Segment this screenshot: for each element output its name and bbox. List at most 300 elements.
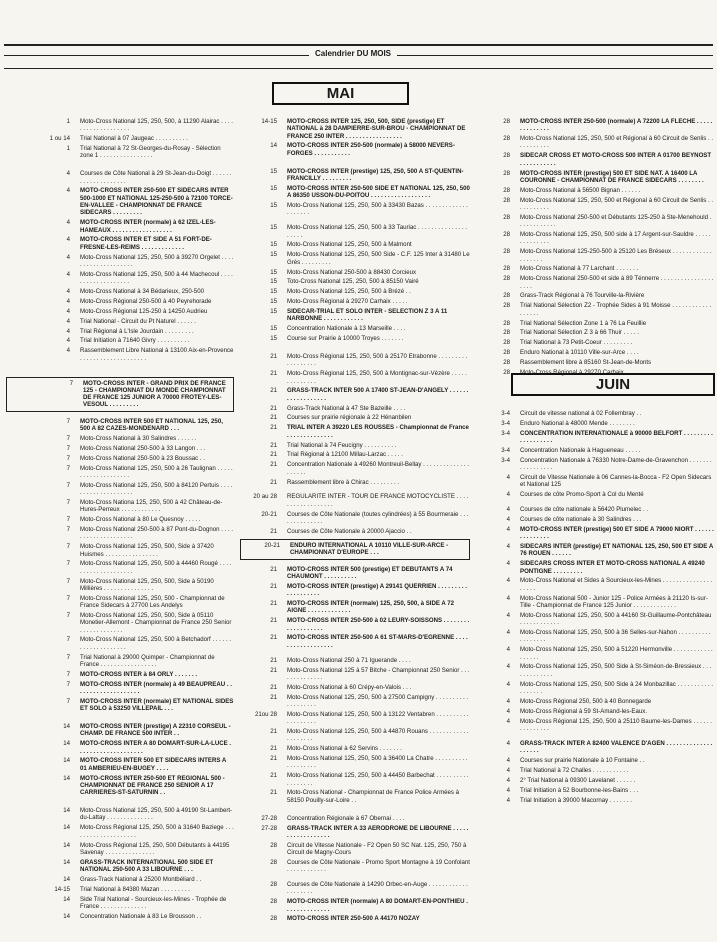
calendar-entry	[240, 387, 470, 402]
entry-date: 28	[270, 898, 277, 906]
entry-text: Trial National à 84380 Mazan . . . . . . . . .	[80, 885, 190, 893]
entry-date: 28	[503, 135, 510, 143]
entry-date: 21	[270, 617, 277, 625]
entry-text: Concentration Nationale à Hagueneau . . . . .	[520, 446, 641, 454]
calendar-entry	[6, 526, 234, 541]
calendar-entry	[240, 789, 470, 804]
entry-text: MOTO-CROSS INTER 500 ET SIDECARS INTERS A 01 AMBERIEU-EN-BUGEY . . . .	[80, 757, 227, 772]
calendar-entry	[240, 325, 470, 332]
calendar-entry	[240, 414, 470, 421]
entry-text: Moto-Cross National 125 à 57 Bitche - Championnat 250 Senior . . . . . . . . . . . . . .	[287, 666, 470, 681]
entry-date: 15	[270, 288, 277, 296]
entry-date: 28	[503, 359, 510, 367]
entry-date: 4	[506, 739, 510, 747]
calendar-entry	[6, 187, 234, 216]
entry-text: Circuit de Vitesse Nationale à 06 Cannes-la-Bocca - F2 Open Sidecars et National 125	[520, 474, 712, 489]
entry-date: 15	[270, 298, 277, 306]
entry-date: 15	[270, 278, 277, 286]
calendar-entry	[240, 657, 470, 664]
entry-text: MOTO-CROSS INTER 250-500 A 61 ST-MARS-D'EGRENNE . . . . . . . . . . . . . . . . . .	[287, 634, 468, 649]
entry-text: Moto-Cross National 125-250-500 à 25120 Les Bréseux . . . . . . . . . . . . . . . . . . .	[520, 248, 712, 263]
entry-text: MOTO-CROSS INTER 125, 250, 500, SIDE (prestige) ET NATIONAL à 28 DAMPIERRE-SUR-BROU - CHAMPIONNAT DE FRANCE 250 INTER . . . . . . . . . . . . . . . . .	[287, 118, 466, 140]
entry-text: Trial National à 72 Challes . . . . . . . . . . .	[520, 766, 629, 774]
entry-text: Moto-Cross National 250-500 à 87 Pont-du-Dognon . . . . . . . . . . . . . . . . . . . .	[80, 526, 234, 541]
calendar-entry	[476, 231, 714, 246]
entry-text: Moto-Cross National 250-500 à 88430 Corcieux	[287, 268, 417, 276]
calendar-entry	[6, 757, 234, 772]
entry-text: SIDECARS CROSS INTER ET MOTO-CROSS NATIONAL A 49240 PONTIGNE . . . . . . . . .	[520, 560, 705, 575]
entry-date: 28	[503, 329, 510, 337]
calendar-entry	[240, 461, 470, 476]
entry-date: 21	[270, 600, 277, 608]
entry-date: 15	[270, 184, 277, 192]
entry-text: Trial National - Circuit du Pt Naturel . . . . . .	[80, 317, 196, 325]
entry-date: 21	[270, 461, 277, 469]
calendar-entry	[476, 612, 714, 627]
entry-date: 14	[63, 774, 70, 782]
entry-text: Circuit de vitesse national à 02 Follembray . .	[520, 410, 642, 417]
entry-date: 4	[506, 796, 510, 804]
entry-date: 7	[66, 417, 70, 425]
entry-text: Trial Initiation à 52 Bourbonne-les-Bains . . .	[520, 786, 639, 794]
entry-date: 27-28	[261, 824, 277, 832]
entry-text: Moto-Cross National 125, 250, 500 à 84120 Pertuis . . . . . . . . . . . . . . . . . . . .	[80, 481, 233, 497]
entry-date: 28	[503, 186, 510, 194]
calendar-entry	[6, 654, 234, 669]
calendar-entry	[240, 842, 470, 857]
entry-text: Moto-Cross National et Sides à Sourcieux-les-Mines . . . . . . . . . . . . . . . . . . . .	[520, 577, 713, 592]
entry-spacer	[240, 345, 470, 353]
entry-date: 3-4	[501, 446, 510, 454]
entry-date: 4	[506, 474, 510, 482]
calendar-entry	[240, 308, 470, 323]
entry-text: MOTO-CROSS INTER 250-500 A 44170 NOZAY	[287, 915, 420, 923]
entry-date: 4	[506, 707, 510, 715]
entry-date: 20 au 28	[253, 493, 277, 501]
calendar-entry	[6, 516, 234, 523]
entry-date: 28	[503, 169, 510, 177]
entry-text: SIDECARS INTER (prestige) ET NATIONAL 125, 250, 500 ET SIDE A 76 ROUEN . . . . . .	[520, 543, 714, 558]
entry-date: 21ou 28	[254, 710, 277, 718]
calendar-entry	[240, 118, 470, 140]
entry-date: 28	[503, 231, 510, 239]
entry-text: Moto-Cross National 125, 250, 500 Side à St-Siméon-de-Bressieux . . . . . . . . . . . . .	[520, 663, 712, 678]
entry-date: 4	[506, 516, 510, 524]
calendar-entry	[240, 667, 470, 682]
calendar-entry	[240, 634, 470, 649]
calendar-entry	[6, 145, 234, 160]
entry-text: Concentration Nationale à 83 Le Brousson . .	[80, 912, 202, 920]
entry-date: 7	[69, 379, 73, 387]
entry-date: 4	[506, 663, 510, 671]
entry-date: 28	[503, 319, 510, 327]
entry-text: SIDECAR-TRIAL ET SOLO INTER - SELECTION Z 3 A 11 NARBONNE . . . . . . . . . . . .	[287, 308, 448, 323]
calendar-entry	[476, 708, 714, 715]
month-heading-mai: MAI	[272, 82, 409, 105]
calendar-entry	[240, 405, 470, 412]
entry-date: 15	[270, 241, 277, 249]
calendar-entry	[6, 896, 234, 911]
entry-date: 15	[270, 251, 277, 259]
calendar-entry	[6, 807, 234, 822]
calendar-entry	[240, 224, 470, 239]
entry-text: MOTO-CROSS INTER (normale) A 80 DOMART-EN-PONTHIEU . . . . . . . . . . . . . .	[287, 898, 468, 913]
entry-text: Moto-Cross National 125, 250, 500 et Régional à 60 Circuit de Senlis . . . . . . . . . . .	[520, 135, 714, 150]
entry-text: MOTO-CROSS INTER 250-500 (normale) A 72200 LA FLECHE . . . . . . . . . . . . . .	[520, 118, 713, 133]
entry-text: Grass-Track National à 25200 Montbéliard . .	[80, 875, 202, 883]
calendar-entry	[240, 825, 470, 840]
calendar-entry	[476, 339, 714, 346]
calendar-entry	[476, 560, 714, 575]
entry-date: 14	[63, 912, 70, 920]
calendar-entry	[476, 767, 714, 774]
entry-date: 28	[503, 152, 510, 160]
entry-text: Moto-Cross Régional à 59 St-Amand-les-Eaux.	[520, 707, 648, 715]
entry-date: 21	[270, 565, 277, 573]
entry-spacer	[6, 715, 234, 723]
calendar-entry	[6, 612, 234, 634]
entry-date: 4	[66, 337, 70, 345]
calendar-entry	[240, 479, 470, 486]
entry-text: MOTO-CROSS INTER 500 ET NATIONAL 125, 250, 500 A 82 CAZES-MONDENARD . . .	[80, 417, 223, 432]
entry-date: 3-4	[501, 429, 510, 437]
entry-text: Concentration Régionale à 67 Obernai . . . .	[287, 814, 405, 822]
entry-text: Grass-Track National à 47 Ste Bazeille . . . .	[287, 404, 406, 412]
entry-date: 7	[66, 454, 70, 462]
entry-date: 7	[66, 516, 70, 524]
calendar-entry	[240, 711, 470, 726]
entry-text: Moto-Cross National 125, 250, 500 à 51220 Hermonville . . . . . . . . . . . . . . . . . .	[520, 646, 713, 661]
calendar-entry	[476, 152, 714, 167]
calendar-entry	[476, 681, 714, 696]
calendar-entry	[240, 617, 470, 632]
calendar-entry	[476, 329, 714, 336]
entry-date: 28	[270, 858, 277, 866]
entry-spacer	[240, 160, 470, 168]
entry-text: REGULARITE INTER - TOUR DE FRANCE MOTOCYCLISTE . . . . . . . . . . . . . . . . . .	[287, 493, 469, 508]
calendar-entry	[240, 566, 470, 581]
entry-text: Moto-Cross Régional 125, 250, 500 à Montignac-sur-Vézère . . . . . . . . . . . . . .	[287, 370, 467, 385]
calendar-entry	[476, 359, 714, 366]
entry-text: Circuit de Vitesse Nationale - F2 Open 50 SC Nat. 125, 250, 750 à Circuit de Magny-Cours	[287, 841, 467, 856]
calendar-entry	[6, 318, 234, 325]
entry-text: Moto-Cross National 125, 250, 500 à 13122 Ventabren . . . . . . . . . . . . . . . . . . .	[287, 710, 469, 726]
entry-text: Trial Régional à 12100 Millau-Larzac . . . . .	[287, 451, 403, 459]
entry-date: 4	[506, 717, 510, 725]
entry-text: Moto-Cross National 250-500 à 23 Boussac . .	[80, 454, 205, 462]
entry-date: 20-21	[264, 542, 280, 550]
entry-text: Trial Régional à L'Isle Jourdain . . . . . . . . .	[80, 327, 194, 335]
calendar-entry	[6, 445, 234, 452]
entry-date: 4	[506, 697, 510, 705]
entry-date: 14	[270, 142, 277, 150]
entry-text: Trial National Sélection Z2 - Trophée Sides à 91 Moisse . . . . . . . . . . . . . . . . . .	[520, 302, 712, 317]
entry-date: 7	[66, 543, 70, 551]
entry-text: Moto-Cross National 125, 250, 500 à 44460 Rougé . . . . . . . . . . . . . . . . . . . .	[80, 560, 232, 575]
entry-date: 4	[506, 543, 510, 551]
entry-date: 4	[506, 491, 510, 499]
calendar-entry	[6, 254, 234, 269]
entry-date: 21	[270, 683, 277, 691]
entry-text: Courses de côte nationale à 30 Salindres . . .	[520, 516, 642, 524]
entry-text: MOTO-CROSS INTER 250-500 à 02 LEURY-SOISSONS . . . . . . . . . . . . . . . . . . .	[287, 617, 470, 632]
calendar-entry	[476, 516, 714, 523]
entry-text: Moto-Cross National 250-500 et Débutants 125-250 à Ste-Menehould . . . . . . . . . . . .	[520, 213, 712, 229]
entry-date: 15	[270, 335, 277, 343]
entry-text: Enduro National à 10110 Ville-sur-Arce . . . .	[520, 349, 639, 357]
entry-text: Moto-Cross National 125, 250, 500 - Championnat de France Sidecars à 27700 Les Andelys	[80, 594, 225, 610]
entry-date: 21	[270, 424, 277, 432]
entry-text: Courses de côte nationale à 56420 Plumelec . .	[520, 506, 649, 514]
entry-text: ENDURO INTERNATIONAL A 10110 VILLE-SUR-ARCE - CHAMPIONNAT D'EUROPE . . .	[290, 542, 449, 557]
calendar-entry	[476, 320, 714, 327]
entry-date: 7	[66, 653, 70, 661]
entry-date: 4	[66, 297, 70, 305]
entry-text: Moto-Cross Régional 125, 250, 500 à 31640 Baziege . . . . . . . . . . . . . . . . . . . .	[80, 824, 234, 839]
entry-text: Courses de Côte Nationale à 20000 Ajaccio . .	[287, 527, 412, 535]
calendar-entry	[240, 353, 470, 368]
calendar-entry	[240, 815, 470, 822]
entry-text: MOTO-CROSS INTER (prestige) 500 ET SIDE NAT. A 16400 LA COURONNE - CHAMPIONNAT DE FRANCE SIDECARS . . . . . . . .	[520, 169, 704, 184]
entry-text: SIDECAR CROSS ET MOTO-CROSS 500 INTER A 01700 BEYNOST . . . . . . . . . . .	[520, 152, 712, 167]
entry-text: Courses de Côte National à 29 St-Jean-du-Doigt . . . . . . . . . . . . . . . . . . . .	[80, 170, 232, 185]
calendar-entry	[6, 723, 234, 738]
calendar-entry	[476, 265, 714, 272]
entry-date: 4	[66, 317, 70, 325]
entry-date: 14	[63, 824, 70, 832]
calendar-entry	[6, 219, 234, 234]
entry-text: Moto-Cross National à 80 Le Quesnoy . . . . .	[80, 516, 201, 524]
entry-date: 21	[270, 582, 277, 590]
calendar-entry	[6, 347, 234, 362]
entry-text: MOTO-CROSS INTER ET SIDE A 51 FORT-DE-FRESNE-LES-REIMS . . . . . . . . . . . . .	[80, 236, 212, 251]
calendar-entry	[240, 298, 470, 305]
entry-text: Moto-Cross Régional 125, 250, 500 Débutants à 44195 Savenay . . . . . . . . . . . . . . .	[80, 841, 230, 856]
entry-text: Courses de côte Promo-Sport à Col du Menté	[520, 491, 644, 499]
calendar-entry	[6, 435, 234, 442]
header-bar	[4, 44, 713, 69]
entry-date: 3-4	[501, 410, 510, 417]
entry-text: Moto-Cross National à 30 Salindres . . . . . .	[80, 434, 197, 442]
calendar-entry	[6, 288, 234, 295]
entry-date: 7	[66, 594, 70, 602]
entry-text: Moto-Cross National 125, 250, 500 à 36400 La Chatre . . . . . . . . . . . . . . . . . . .	[287, 755, 468, 770]
entry-date: 7	[66, 560, 70, 568]
entry-text: Moto-Cross Régional 250-500 à 40 Peyrehorade	[80, 297, 212, 305]
entry-text: MOTO-CROSS INTER A 80 DOMART-SUR-LA-LUCE . . . . . . . . . . . . . . . . . . . .	[80, 740, 232, 755]
calendar-entry	[240, 278, 470, 285]
entry-date: 14	[63, 723, 70, 731]
entry-text: Moto-Cross Régional 125, 250, 500 à 25110 Baume-les-Dames . . . . . . . . . . . . . . .	[520, 717, 712, 732]
entry-date: 28	[270, 915, 277, 923]
entry-date: 15	[270, 167, 277, 175]
calendar-entry	[6, 560, 234, 575]
calendar-entry	[6, 681, 234, 696]
calendar-entry	[6, 236, 234, 251]
entry-text: Trial National à 74 Feucigny . . . . . . . . . .	[287, 441, 397, 449]
calendar-entry	[6, 455, 234, 462]
calendar-entry	[476, 777, 714, 784]
calendar-entry	[6, 859, 234, 874]
calendar-entry	[240, 511, 470, 526]
entry-date: 14	[63, 740, 70, 748]
entry-date: 28	[503, 369, 510, 376]
entry-text: MOTO-CROSS INTER - GRAND PRIX DE FRANCE 125 - CHAMPIONNAT DU MONDE CHAMPIONNAT DE FRANCE 125 JUNIOR A 70000 FROTEY-LES-VESOUL . . . . . . . . .	[83, 379, 226, 409]
calendar-entry	[6, 824, 234, 839]
calendar-entry	[240, 583, 470, 598]
entry-date: 4	[506, 577, 510, 585]
calendar-entry	[240, 684, 470, 691]
month-heading-juin: JUIN	[511, 373, 715, 396]
entry-date: 4	[506, 594, 510, 602]
entry-text: Moto-Cross National 250-500 à 33 Langon . . .	[80, 444, 206, 452]
entry-text: Moto-Cross National à 60 Crépy-en-Valois . . .	[287, 683, 412, 691]
calendar-entry	[6, 337, 234, 344]
entry-text: Moto-Cross National 125, 250, 500, Side à 37420 Huismes . . . . . . . . . . . . . . . .	[80, 543, 214, 558]
calendar-entry	[240, 539, 470, 560]
entry-text: Moto-Cross National à 34 Bédarieux, 250-500	[80, 287, 204, 295]
entry-text: TRIAL INTER A 39220 LES ROUSSES - Championnat de France . . . . . . . . . . . . . .	[287, 424, 469, 439]
entry-text: Moto-Cross National 125, 250, 500 à 44 Machecoul . . . . . . . . . . . . . . . . . . .	[80, 270, 233, 286]
entry-date: 14	[63, 757, 70, 765]
entry-text: Moto-Cross National 125, 250, 500 à Malmont	[287, 241, 412, 249]
entry-date: 7	[66, 481, 70, 489]
entry-date: 15	[270, 224, 277, 232]
calendar-entry	[6, 465, 234, 480]
calendar-entry	[240, 745, 470, 752]
entry-text: GRASS-TRACK INTER A 82400 VALENCE D'AGEN . . . . . . . . . . . . . . . . . . . .	[520, 739, 713, 755]
entry-date: 7	[66, 670, 70, 678]
entry-date: 21	[270, 755, 277, 763]
entry-text: MOTO-CROSS INTER 500 (prestige) ET DEBUTANTS A 74 CHAUMONT . . . . . . . . . .	[287, 565, 453, 580]
entry-date: 21	[270, 656, 277, 664]
entry-date: 7	[66, 697, 70, 705]
entry-text: GRASS-TRACK INTER A 33 AERODROME DE LIBOURNE . . . . . . . . . . . . . . . . . .	[287, 824, 469, 839]
entry-text: Moto-Cross National 250-500 et side à 89 Ténnerre . . . . . . . . . . . . . . . . . . . .	[520, 275, 714, 290]
entry-date: 28	[270, 881, 277, 889]
entry-date: 15	[270, 268, 277, 276]
entry-text: Trial National à 29000 Quimper - Championnat de France . . . . . . . . . . . . . . . . .	[80, 653, 215, 668]
entry-text: Moto-Cross Régional 125, 250, 500 à 25170 Etrabonne . . . . . . . . . . . . . . . . . .	[287, 353, 468, 368]
entry-date: 14	[63, 875, 70, 883]
calendar-entry	[6, 418, 234, 433]
calendar-entry	[476, 187, 714, 194]
entry-date: 21	[270, 414, 277, 422]
entry-date: 1	[66, 145, 70, 153]
calendar-entry	[240, 859, 470, 874]
calendar-entry	[240, 269, 470, 276]
entry-date: 14	[63, 807, 70, 815]
calendar-entry	[6, 482, 234, 497]
entry-text: 2° Trial National à 09300 Lavelanet . . . . . .	[520, 776, 636, 784]
calendar-entry	[240, 755, 470, 770]
calendar-entry	[240, 451, 470, 458]
entry-date: 21	[270, 353, 277, 361]
entry-date: 4	[506, 786, 510, 794]
entry-date: 7	[66, 577, 70, 585]
calendar-entry	[6, 170, 234, 185]
entry-date: 21	[270, 387, 277, 395]
calendar-entry	[6, 118, 234, 133]
entry-text: Moto-Cross Nationa 125, 250, 500 à 42 Château-de-Hures-Perreux . . . . . . . . . . . .	[80, 498, 223, 514]
entry-date: 14	[63, 841, 70, 849]
entry-date: 14-15	[54, 885, 70, 893]
calendar-entry	[476, 135, 714, 150]
calendar-entry	[240, 424, 470, 439]
calendar-entry	[240, 202, 470, 217]
entry-text: MOTO-CROSS INTER (prestige) 125, 250, 500 A ST-QUENTIN-FRANCILLY . . . . . . . . .	[287, 167, 464, 182]
entry-date: 3-4	[501, 419, 510, 427]
calendar-entry	[240, 881, 470, 896]
entry-text: Moto-Cross National 125, 250, 500 à 39270 Orgelet . . . . . . . . . . . . . . . . . . . .	[80, 253, 234, 268]
calendar-entry	[476, 170, 714, 185]
entry-text: Moto-Cross National 125, 250, 500, Side à 05110 Monetier-Allemont - Championnat de France 250 Senior . . . . . . . . . . . . .	[80, 611, 232, 634]
calendar-entry	[240, 915, 470, 922]
calendar-entry	[240, 241, 470, 248]
calendar-entry	[476, 740, 714, 755]
entry-date: 28	[503, 302, 510, 310]
calendar-entry	[476, 275, 714, 290]
entry-text: Rassemblement libre à 85160 St-Jean-de-Monts	[520, 359, 652, 367]
entry-text: CONCENTRATION INTERNATIONALE à 90000 BELFORT . . . . . . . . . . . . . . . . . . .	[520, 429, 713, 445]
calendar-entry	[240, 694, 470, 709]
entry-text: Trial National Sélection Zone 1 à 76 La Feuillie	[520, 319, 647, 327]
entry-text: Grass-Track Régional à 76 Tourville-la-Rivière	[520, 292, 645, 300]
entry-spacer	[6, 799, 234, 807]
entry-date: 28	[503, 213, 510, 221]
entry-text: Moto-Cross National 125, 250, 500 à 26 Taulignan . . . . . . . . . . . . . . . . . . . .	[80, 464, 233, 479]
calendar-entry	[476, 663, 714, 678]
calendar-entry	[240, 335, 470, 342]
entry-text: Moto-Cross National 125, 250, 500 Side à 24 Monbazillac . . . . . . . . . . . . . . . . . .	[520, 680, 714, 695]
calendar-entry	[476, 410, 714, 417]
calendar-entry	[476, 646, 714, 661]
entry-text: Moto-Cross Régional à 29270 Carhaix . . . . .	[287, 298, 408, 306]
calendar-entry	[476, 757, 714, 764]
calendar-entry	[476, 457, 714, 472]
entry-date: 4	[66, 270, 70, 278]
calendar-entry	[476, 543, 714, 558]
calendar-entry	[6, 135, 234, 142]
entry-text: Courses de Côte Nationale (toutes cylindrées) à 55 Bourmeraie . . . . . . . . . . . . . .	[287, 510, 469, 525]
entry-date: 4	[66, 170, 70, 178]
calendar-entry	[240, 185, 470, 200]
calendar-entry	[476, 430, 714, 445]
entry-date: 4	[506, 629, 510, 637]
entry-text: Rassemblement Libre National à 13100 Aix-en-Provence . . . . . . . . . . . . . . . . . . . .	[80, 347, 234, 362]
entry-date: 1 ou 14	[49, 135, 70, 143]
calendar-entry	[6, 578, 234, 593]
entry-date: 21	[270, 666, 277, 674]
entry-text: MOTO-CROSS INTER à 84 ORLY . . . . . . .	[80, 670, 198, 678]
entry-text: Courses sur prairie Nationale à 10 Fontaine . .	[520, 756, 645, 764]
entry-date: 28	[503, 248, 510, 256]
entry-text: MOTO-CROSS INTER (prestige) A 22310 CORSEUL - CHAMP. DE FRANCE 500 INTER . .	[80, 723, 231, 738]
entry-date: 28	[503, 349, 510, 357]
entry-text: Concentration Nationale à 49260 Montreuil-Bellay . . . . . . . . . . . . . . . . . . . .	[287, 461, 469, 476]
calendar-entry	[476, 506, 714, 513]
entry-date: 28	[503, 292, 510, 300]
entry-text: Moto-Cross National - Championnat de France Police Armées à 58150 Pouilly-sur-Loire . .	[287, 789, 460, 804]
entry-text: Toto-Cross National 125, 250, 500 à 85150 Vairé	[287, 278, 419, 286]
entry-date: 21	[270, 634, 277, 642]
entry-text: Moto-Cross National 125, 250, 500 à 33430 Bazas . . . . . . . . . . . . . . . . . . . .	[287, 202, 468, 217]
entry-date: 27-28	[261, 814, 277, 822]
entry-date: 28	[503, 275, 510, 283]
calendar-entry	[6, 698, 234, 713]
entry-date: 4	[506, 560, 510, 568]
calendar-entry	[6, 595, 234, 610]
